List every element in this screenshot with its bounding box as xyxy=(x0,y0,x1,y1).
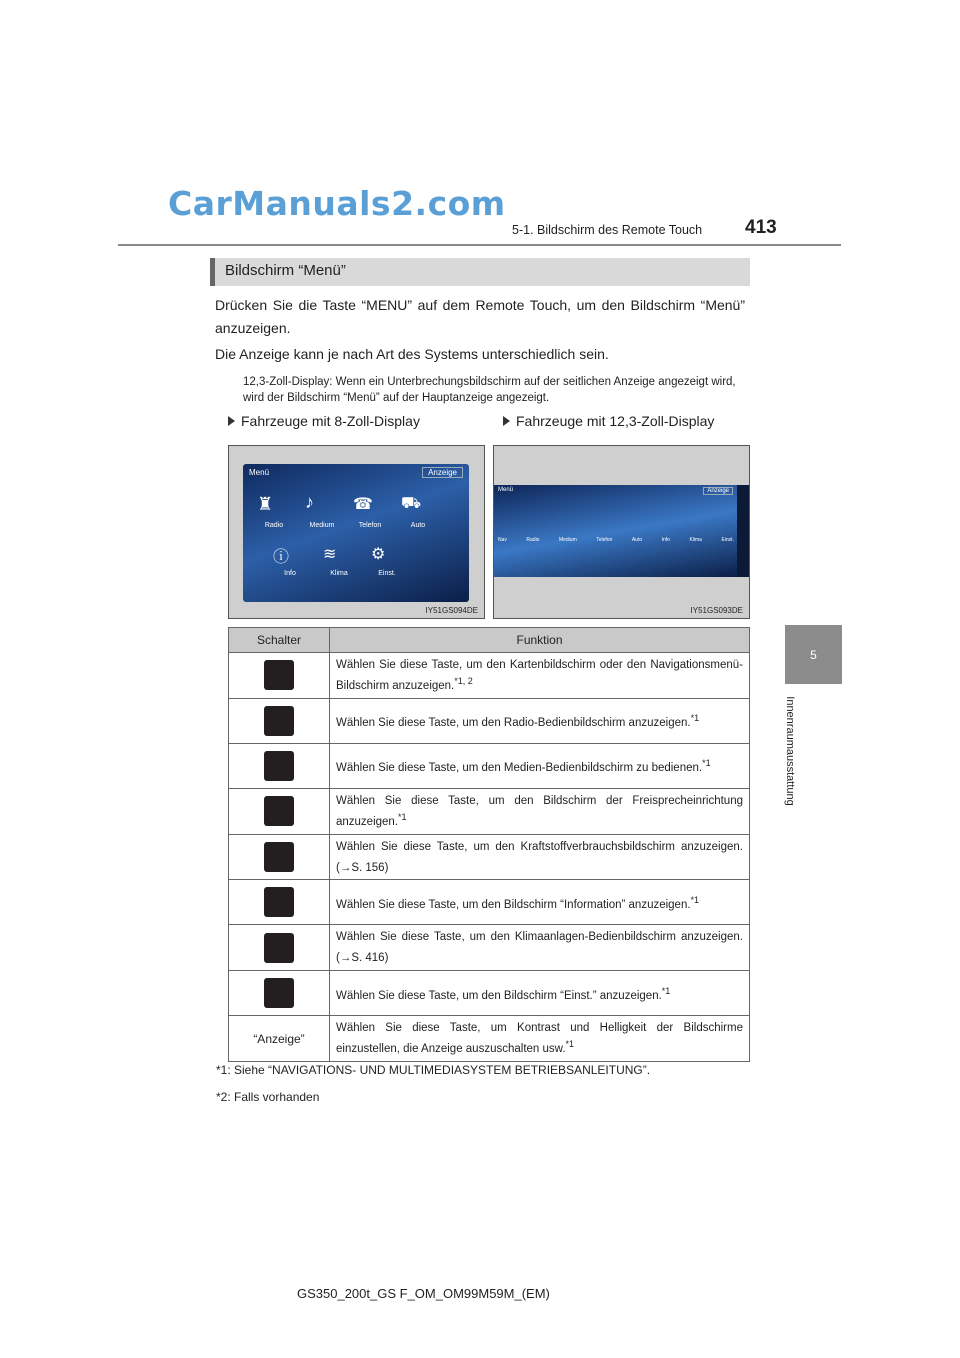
radio-icon: ♜ xyxy=(257,494,274,514)
anzeige-label: “Anzeige” xyxy=(229,1016,330,1062)
footnote-2: *2: Falls vorhanden xyxy=(216,1090,320,1104)
section-heading xyxy=(210,258,750,286)
menu-screen-wide xyxy=(494,485,749,577)
header-divider xyxy=(118,244,841,246)
climate-icon: ≋ xyxy=(323,546,337,563)
document-code: GS350_200t_GS F_OM_OM99M59M_(EM) xyxy=(297,1286,550,1301)
column-header-switch: Schalter xyxy=(229,628,330,653)
table-row: Wählen Sie diese Taste, um den Radio-Bedienbildschirm anzuzeigen.$^{*1}$ xyxy=(229,698,750,743)
radio-icon xyxy=(264,706,294,736)
table-header-row xyxy=(229,628,750,653)
chapter-tab-label: Innenraumausstattung xyxy=(784,696,796,806)
navigation-icon xyxy=(264,660,294,690)
figure-12-inch-display xyxy=(493,445,750,619)
car-icon: ⛟ xyxy=(401,495,422,512)
intro-paragraph: Drücken Sie die Taste “MENU” auf dem Remote Touch, um den Bildschirm “Menü” anzuzeigen. xyxy=(215,297,745,336)
table-row: Wählen Sie diese Taste, um den Kraftstoffverbrauchsbildschirm anzuzeigen. (→S. 156) xyxy=(229,834,750,880)
chapter-tab xyxy=(785,625,842,684)
triangle-bullet-icon xyxy=(228,416,235,426)
screen-title: Menü xyxy=(249,468,270,477)
car-icon xyxy=(264,842,294,872)
table-row: Wählen Sie diese Taste, um den Medien-Bedienbildschirm zu bedienen.$^{*1}$ xyxy=(229,743,750,788)
table-row: Wählen Sie diese Taste, um den Bildschirm “Einst.” anzuzeigen.$^{*1}$ xyxy=(229,971,750,1016)
phone-icon xyxy=(264,796,294,826)
table-row: “Anzeige” Wählen Sie diese Taste, um Kontrast und Helligkeit der Bildschirme einzustellen, die Anzeige auszuschalten usw.$^{*1}$ xyxy=(229,1016,750,1062)
page-number: 413 xyxy=(745,217,777,238)
anzeige-button[interactable]: Anzeige xyxy=(422,467,463,478)
table-row: Wählen Sie diese Taste, um den Kartenbildschirm oder den Navigationsmenü-Bildschirm anzuzeigen.$^{*1, 2}$ xyxy=(229,653,750,699)
phone-icon: ☎ xyxy=(353,496,373,513)
section-title: Bildschirm “Menü” xyxy=(225,262,346,279)
table-row: Wählen Sie diese Taste, um den Bildschirm “Information” anzuzeigen.$^{*1}$ xyxy=(229,880,750,925)
intro-paragraph-2: Die Anzeige kann je nach Art des Systems unterschiedlich sein. xyxy=(215,346,609,362)
figure-8-inch-display xyxy=(228,445,485,619)
chapter-tab-number: 5 xyxy=(810,647,817,662)
settings-icon: ⚙ xyxy=(371,546,386,563)
climate-icon xyxy=(264,933,294,963)
footnote-1: *1: Siehe “NAVIGATIONS- UND MULTIMEDIASYSTEM BETRIEBSANLEITUNG”. xyxy=(216,1063,651,1077)
chapter-title: 5-1. Bildschirm des Remote Touch xyxy=(512,223,703,237)
caption-8-inch: Fahrzeuge mit 8-Zoll-Display xyxy=(228,413,420,429)
column-header-function: Funktion xyxy=(330,628,750,653)
screen-menu-row: Nav Radio Medium Telefon Auto Info Klima Einst. xyxy=(498,537,734,543)
screen-title: Menü xyxy=(498,487,514,493)
side-icon-strip xyxy=(737,485,749,577)
info-icon xyxy=(264,887,294,917)
figure-code: IY51GS094DE xyxy=(425,606,478,615)
anzeige-button[interactable]: Anzeige xyxy=(703,487,733,495)
display-note: 12,3-Zoll-Display: Wenn ein Unterbrechungsbildschirm auf der seitlichen Anzeige angezeigt wird, wird der Bildschirm “Menü” auf der Hauptanzeige angezeigt. xyxy=(243,376,736,404)
watermark-logo: CarManuals2.com xyxy=(168,184,506,223)
caption-12-inch: Fahrzeuge mit 12,3-Zoll-Display xyxy=(503,413,714,429)
music-note-icon: ♪ xyxy=(305,492,314,512)
info-icon: ⓘ xyxy=(273,549,290,566)
table-row: Wählen Sie diese Taste, um den Bildschirm der Freisprecheinrichtung anzuzeigen.$^{*1}$ xyxy=(229,788,750,834)
settings-icon xyxy=(264,978,294,1008)
function-table xyxy=(228,627,750,1062)
music-note-icon xyxy=(264,751,294,781)
menu-screen: Menü Anzeige ♜ ♪ ☎ ⛟ Radio Medium Telefon Auto ⓘ ≋ ⚙ Info Klima Einst. xyxy=(243,464,469,602)
table-row: Wählen Sie diese Taste, um den Klimaanlagen-Bedienbildschirm anzuzeigen. (→S. 416) xyxy=(229,925,750,971)
triangle-bullet-icon xyxy=(503,416,510,426)
figure-code: IY51GS093DE xyxy=(690,606,743,615)
